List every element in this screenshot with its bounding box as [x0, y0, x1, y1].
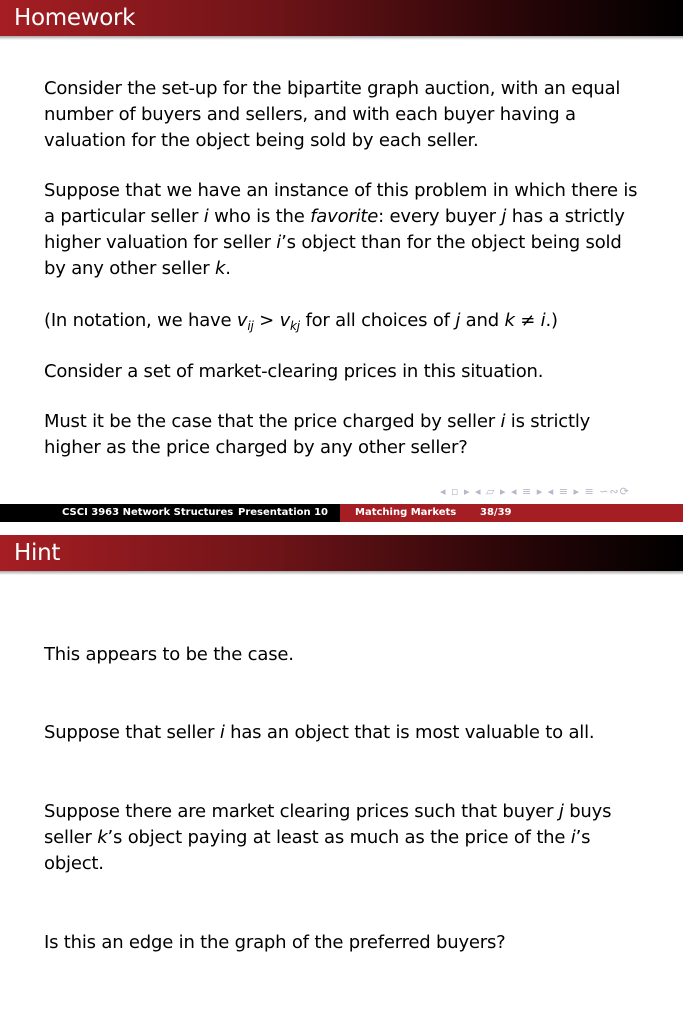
text-line: object. [44, 853, 104, 874]
paragraph-question [44, 409, 644, 461]
footer-course: CSCI 3963 Network Structures [62, 507, 234, 518]
slide-title: Homework [14, 5, 136, 31]
paragraph-favorite-seller [44, 178, 644, 282]
text-line: higher as the price charged by any other seller? [44, 437, 468, 458]
paragraph-clearing-prices [44, 799, 644, 877]
text-line: a particular seller i who is the favorite: every buyer j has a strictly [44, 206, 625, 227]
text-line: valuation for the object being sold by each seller. [44, 130, 479, 151]
slide-separator [0, 522, 683, 535]
footer-presentation: Presentation 10 [238, 507, 329, 518]
text-line: number of buyers and sellers, and with each buyer having a [44, 104, 576, 125]
text-line: Consider the set-up for the bipartite graph auction, with an equal [44, 78, 621, 99]
footer-page-number: 38/39 [480, 507, 512, 518]
text-line: Suppose that we have an instance of this problem in which there is [44, 180, 638, 201]
footer-topic: Matching Markets [355, 507, 457, 518]
title-bar [0, 535, 683, 571]
text-line: Is this an edge in the graph of the preferred buyers? [44, 932, 506, 953]
text-line: seller k’s object paying at least as much as the price of the i’s [44, 827, 591, 848]
slide-title: Hint [14, 540, 61, 566]
paragraph-most-valuable [44, 720, 644, 746]
text-line: Suppose there are market clearing prices such that buyer j buys [44, 801, 612, 822]
beamer-navigation-icons[interactable]: ◂ ▫ ▸ ◂ ▱ ▸ ◂ ≡ ▸ ◂ ≡ ▸ ≡ ∽∾⟳ [440, 485, 630, 498]
paragraph-market-clearing [44, 359, 644, 385]
text-line: This appears to be the case. [44, 644, 294, 665]
footer-left [0, 504, 340, 522]
text-line: Suppose that seller i has an object that is most valuable to all. [44, 722, 595, 743]
slide-hint [0, 535, 683, 1024]
footer-right [340, 504, 683, 522]
text-line: Consider a set of market-clearing prices in this situation. [44, 361, 544, 382]
paragraph-appears [44, 642, 644, 668]
text-line: (In notation, we have $v_{ij} > v_{kj}$ for all choices of j and k ≠ i.) [44, 310, 558, 333]
text-line: by any other seller k. [44, 258, 231, 279]
paragraph-edge-question [44, 930, 644, 956]
paragraph-notation [44, 308, 644, 339]
title-bar [0, 0, 683, 36]
paragraph-setup [44, 76, 644, 154]
text-line: Must it be the case that the price charged by seller i is strictly [44, 411, 591, 432]
footer-bar [0, 504, 683, 522]
text-line: higher valuation for seller i’s object than for the object being sold [44, 232, 622, 253]
